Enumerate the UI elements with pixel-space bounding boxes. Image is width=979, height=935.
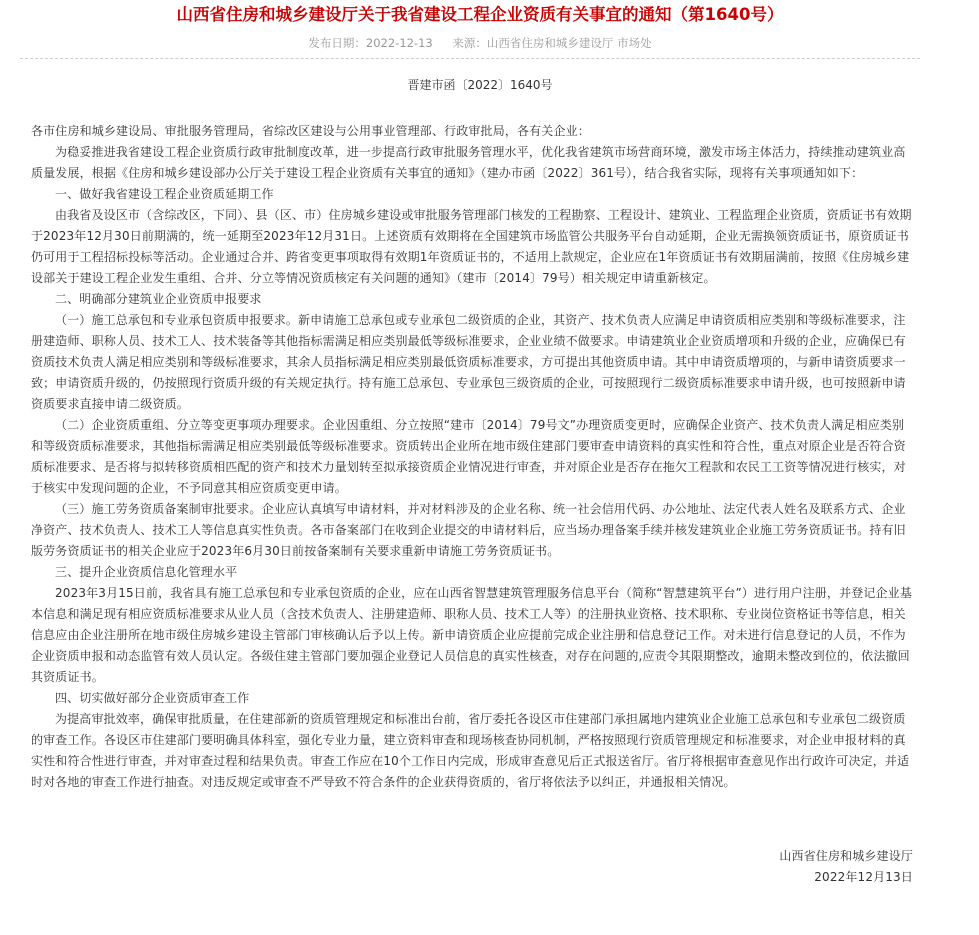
addressee: 各市住房和城乡建设局、审批服务管理局，省综改区建设与公用事业管理部、行政审批局，各有关企业： [31, 124, 590, 138]
section-1-paragraph: 由我省及设区市（含综改区，下同）、县（区、市）住房城乡建设或审批服务管理部门核发的工程勘察、工程设计、建筑业、工程监理企业资质，资质证书有效期于2023年12月30日前期满的，统一延期至2023年12月31日。上述资质有效期将在全国建筑市场监管公共服务平台自动延期，企业无需换领资质证书，原资质证书仍可用于工程招标投标等活动。企业通过合并、跨省变更事项取得有效期1年资质证书的，不适用上款规定，企业应在1年资质证书有效期届满前，按照《住房城乡建设部关于建设工程企业发生重组、合并、分立等情况资质核定有关问题的通知》（建市〔2014〕79号）相关规定申请重新核定。 [31, 208, 912, 285]
article-meta [0, 35, 960, 51]
section-heading-1: 一、做好我省建设工程企业资质延期工作 [55, 187, 274, 201]
publish-date: 发布日期：2022-12-13 [308, 36, 433, 50]
section-heading-4: 四、切实做好部分企业资质审查工作 [55, 691, 250, 705]
article-body [31, 121, 913, 888]
article-source: 来源：山西省住房和城乡建设厅 市场处 [452, 36, 652, 50]
section-2-item-3: （三）施工劳务资质备案制审批要求。企业应认真填写申请材料，并对材料涉及的企业名称、统一社会信用代码、办公地址、法定代表人姓名及联系方式、企业净资产、技术负责人、技术工人等信息真实性负责。各市备案部门在收到企业提交的申请材料后，应当场办理备案手续并核发建筑业企业施工劳务资质证书。持有旧版劳务资质证书的相关企业应于2023年6月30日前按备案制有关要求重新申请施工劳务资质证书。 [31, 502, 906, 558]
section-2-item-2: （二）企业资质重组、分立等变更事项办理要求。企业因重组、分立按照“建市〔2014〕79号文”办理资质变更时，应确保企业资产、技术负责人满足相应类别和等级资质标准要求，其他指标需满足相应类别最低等级标准要求。资质转出企业所在地市级住建部门要审查申请资料的真实性和符合性，重点对原企业是否符合资质标准要求、是否将与拟转移资质相匹配的资产和技术力量划转至拟承接资质企业情况进行审查，并对原企业是否存在拖欠工程款和农民工工资等情况进行核实，对于核实中发现问题的企业，不予同意其相应资质变更申请。 [31, 418, 906, 495]
section-3-paragraph: 2023年3月15日前，我省具有施工总承包和专业承包资质的企业，应在山西省智慧建筑管理服务信息平台（简称“智慧建筑平台”）进行用户注册，并登记企业基本信息和满足现有相应资质标准要求从业人员（含技术负责人、注册建造师、职称人员、技术工人等）的注册执业资格、技术职称、专业岗位资格证书等信息，相关信息应由企业注册所在地市级住房城乡建设主管部门审核确认后予以上传。新申请资质企业应提前完成企业注册和信息登记工作。对未进行信息登记的人员，不作为企业资质申报和动态监管有效人员认定。各级住建主管部门要加强企业登记人员信息的真实性核查，对存在问题的,应责令其限期整改，逾期未整改到位的，依法撤回其资质证书。 [31, 586, 912, 684]
signature-date: 2022年12月13日 [814, 870, 913, 884]
intro-paragraph: 为稳妥推进我省建设工程企业资质行政审批制度改革，进一步提高行政审批服务管理水平，优化我省建筑市场营商环境，激发市场主体活力，持续推动建筑业高质量发展，根据《住房和城乡建设部办公厅关于建设工程企业资质有关事宜的通知》（建办市函〔2022〕361号），结合我省实际，现将有关事项通知如下： [31, 145, 906, 180]
header-divider [20, 58, 920, 59]
section-2-item-1: （一）施工总承包和专业承包资质申报要求。新申请施工总承包或专业承包二级资质的企业，其资产、技术负责人应满足申请资质相应类别和等级标准要求，注册建造师、职称人员、技术工人、技术装备等其他指标需满足相应类别最低等级标准要求，企业业绩不做要求。申请建筑业企业资质增项和升级的企业，应确保已有资质技术负责人满足相应类别和等级标准要求，其余人员指标满足相应类别最低资质标准要求，方可提出其他资质申请。其中申请资质增项的，与新申请资质要求一致；申请资质升级的，仍按照现行资质升级的有关规定执行。持有施工总承包、专业承包三级资质的企业，可按照现行二级资质标准要求申请升级，也可按照新申请资质要求直接申请二级资质。 [31, 313, 906, 411]
document-number: 晋建市函〔2022〕1640号 [407, 78, 553, 92]
section-heading-2: 二、明确部分建筑业企业资质申报要求 [55, 292, 262, 306]
section-4-paragraph: 为提高审批效率，确保审批质量，在住建部新的资质管理规定和标准出台前，省厅委托各设区市住建部门承担属地内建筑业企业施工总承包和专业承包二级资质的审查工作。各设区市住建部门要明确具体科室，强化专业力量，建立资料审查和现场核查协同机制，严格按照现行资质管理规定和标准要求，对企业申报材料的真实性和符合性进行审查，并对审查过程和结果负责。审查工作应在10个工作日内完成，形成审查意见后正式报送省厅。省厅将根据审查意见作出行政许可决定，并适时对各地的审查工作进行抽查。对违反规定或审查不严导致不符合条件的企业获得资质的，省厅将依法予以纠正，并通报相关情况。 [31, 712, 910, 789]
section-heading-3: 三、提升企业资质信息化管理水平 [55, 565, 238, 579]
signature-organization: 山西省住房和城乡建设厅 [779, 849, 913, 863]
article-title: 山西省住房和城乡建设厅关于我省建设工程企业资质有关事宜的通知（第1640号） [176, 5, 784, 24]
